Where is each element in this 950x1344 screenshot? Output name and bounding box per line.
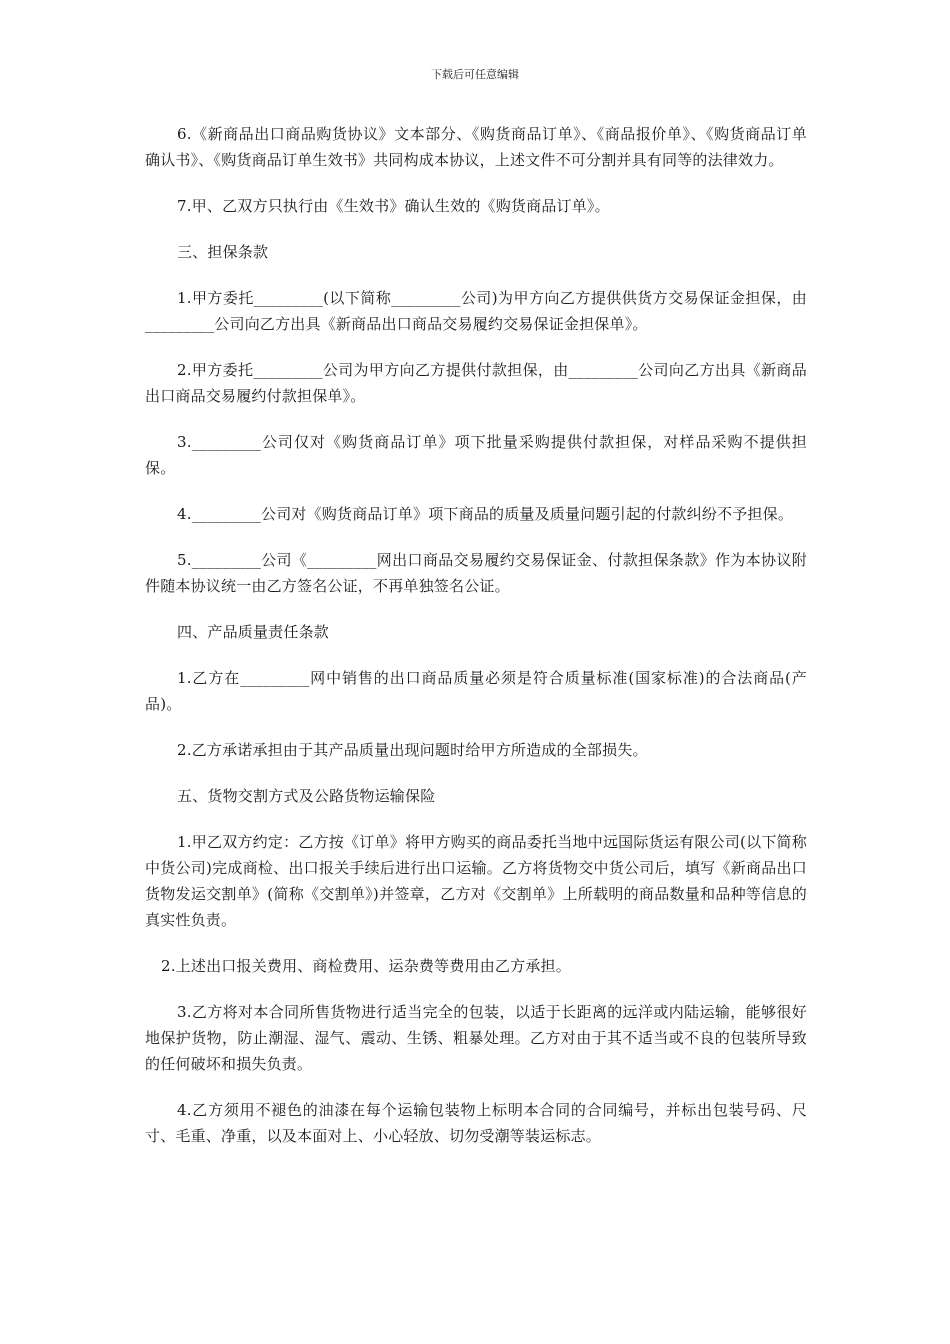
quality-clause-1: 1.乙方在_________网中销售的出口商品质量必须是符合质量标准(国家标准)的合法商品(产品)。 xyxy=(145,669,807,713)
guarantee-clause-5: 5._________公司《_________网出口商品交易履约交易保证金、付款担保条款》作为本协议附件随本协议统一由乙方签名公证，不再单独签名公证。 xyxy=(145,551,807,595)
guarantee-clause-1: 1.甲方委托_________(以下简称_________公司)为甲方向乙方提供供货方交易保证金担保，由_________公司向乙方出具《新商品出口商品交易履约交易保证金担保单》。 xyxy=(145,289,807,333)
guarantee-clause-4: 4._________公司对《购货商品订单》项下商品的质量及质量问题引起的付款纠纷不予担保。 xyxy=(177,505,794,523)
guarantee-clause-3: 3._________公司仅对《购货商品订单》项下批量采购提供付款担保，对样品采购不提供担保。 xyxy=(145,433,807,477)
delivery-clause-1: 1.甲乙双方约定：乙方按《订单》将甲方购买的商品委托当地中远国际货运有限公司(以下简称中货公司)完成商检、出口报关手续后进行出口运输。乙方将货物交中货公司后，填写《新商品出口货物发运交割单》(简称《交割单》)并签章，乙方对《交割单》上所载明的商品数量和品种等信息的真实性负责。 xyxy=(145,833,807,929)
delivery-clause-2: 2.上述出口报关费用、商检费用、运杂费等费用由乙方承担。 xyxy=(161,957,571,975)
section-heading-quality: 四、产品质量责任条款 xyxy=(177,623,330,641)
document-body xyxy=(145,121,807,1169)
guarantee-clause-2: 2.甲方委托_________公司为甲方向乙方提供付款担保，由_________公司向乙方出具《新商品出口商品交易履约付款担保单》。 xyxy=(145,361,807,405)
page-header: 下载后可任意编辑 xyxy=(431,68,519,81)
delivery-clause-4: 4.乙方须用不褪色的油漆在每个运输包装物上标明本合同的合同编号，并标出包装号码、尺寸、毛重、净重，以及本面对上、小心轻放、切勿受潮等装运标志。 xyxy=(145,1101,807,1145)
quality-clause-2: 2.乙方承诺承担由于其产品质量出现问题时给甲方所造成的全部损失。 xyxy=(177,741,648,759)
delivery-clause-3: 3.乙方将对本合同所售货物进行适当完全的包装，以适于长距离的远洋或内陆运输，能够很好地保护货物，防止潮湿、湿气、震动、生锈、粗暴处理。乙方对由于其不适当或不良的包装所导致的任何破坏和损失负责。 xyxy=(145,1003,807,1073)
paragraph-6-agreement-documents: 6.《新商品出口商品购货协议》文本部分、《购货商品订单》、《商品报价单》、《购货商品订单确认书》、《购货商品订单生效书》共同构成本协议，上述文件不可分割并具有同等的法律效力。 xyxy=(145,125,807,169)
section-heading-delivery: 五、货物交割方式及公路货物运输保险 xyxy=(177,787,436,805)
section-heading-guarantee: 三、担保条款 xyxy=(177,243,269,261)
paragraph-7-effective-orders: 7.甲、乙双方只执行由《生效书》确认生效的《购货商品订单》。 xyxy=(177,197,610,215)
